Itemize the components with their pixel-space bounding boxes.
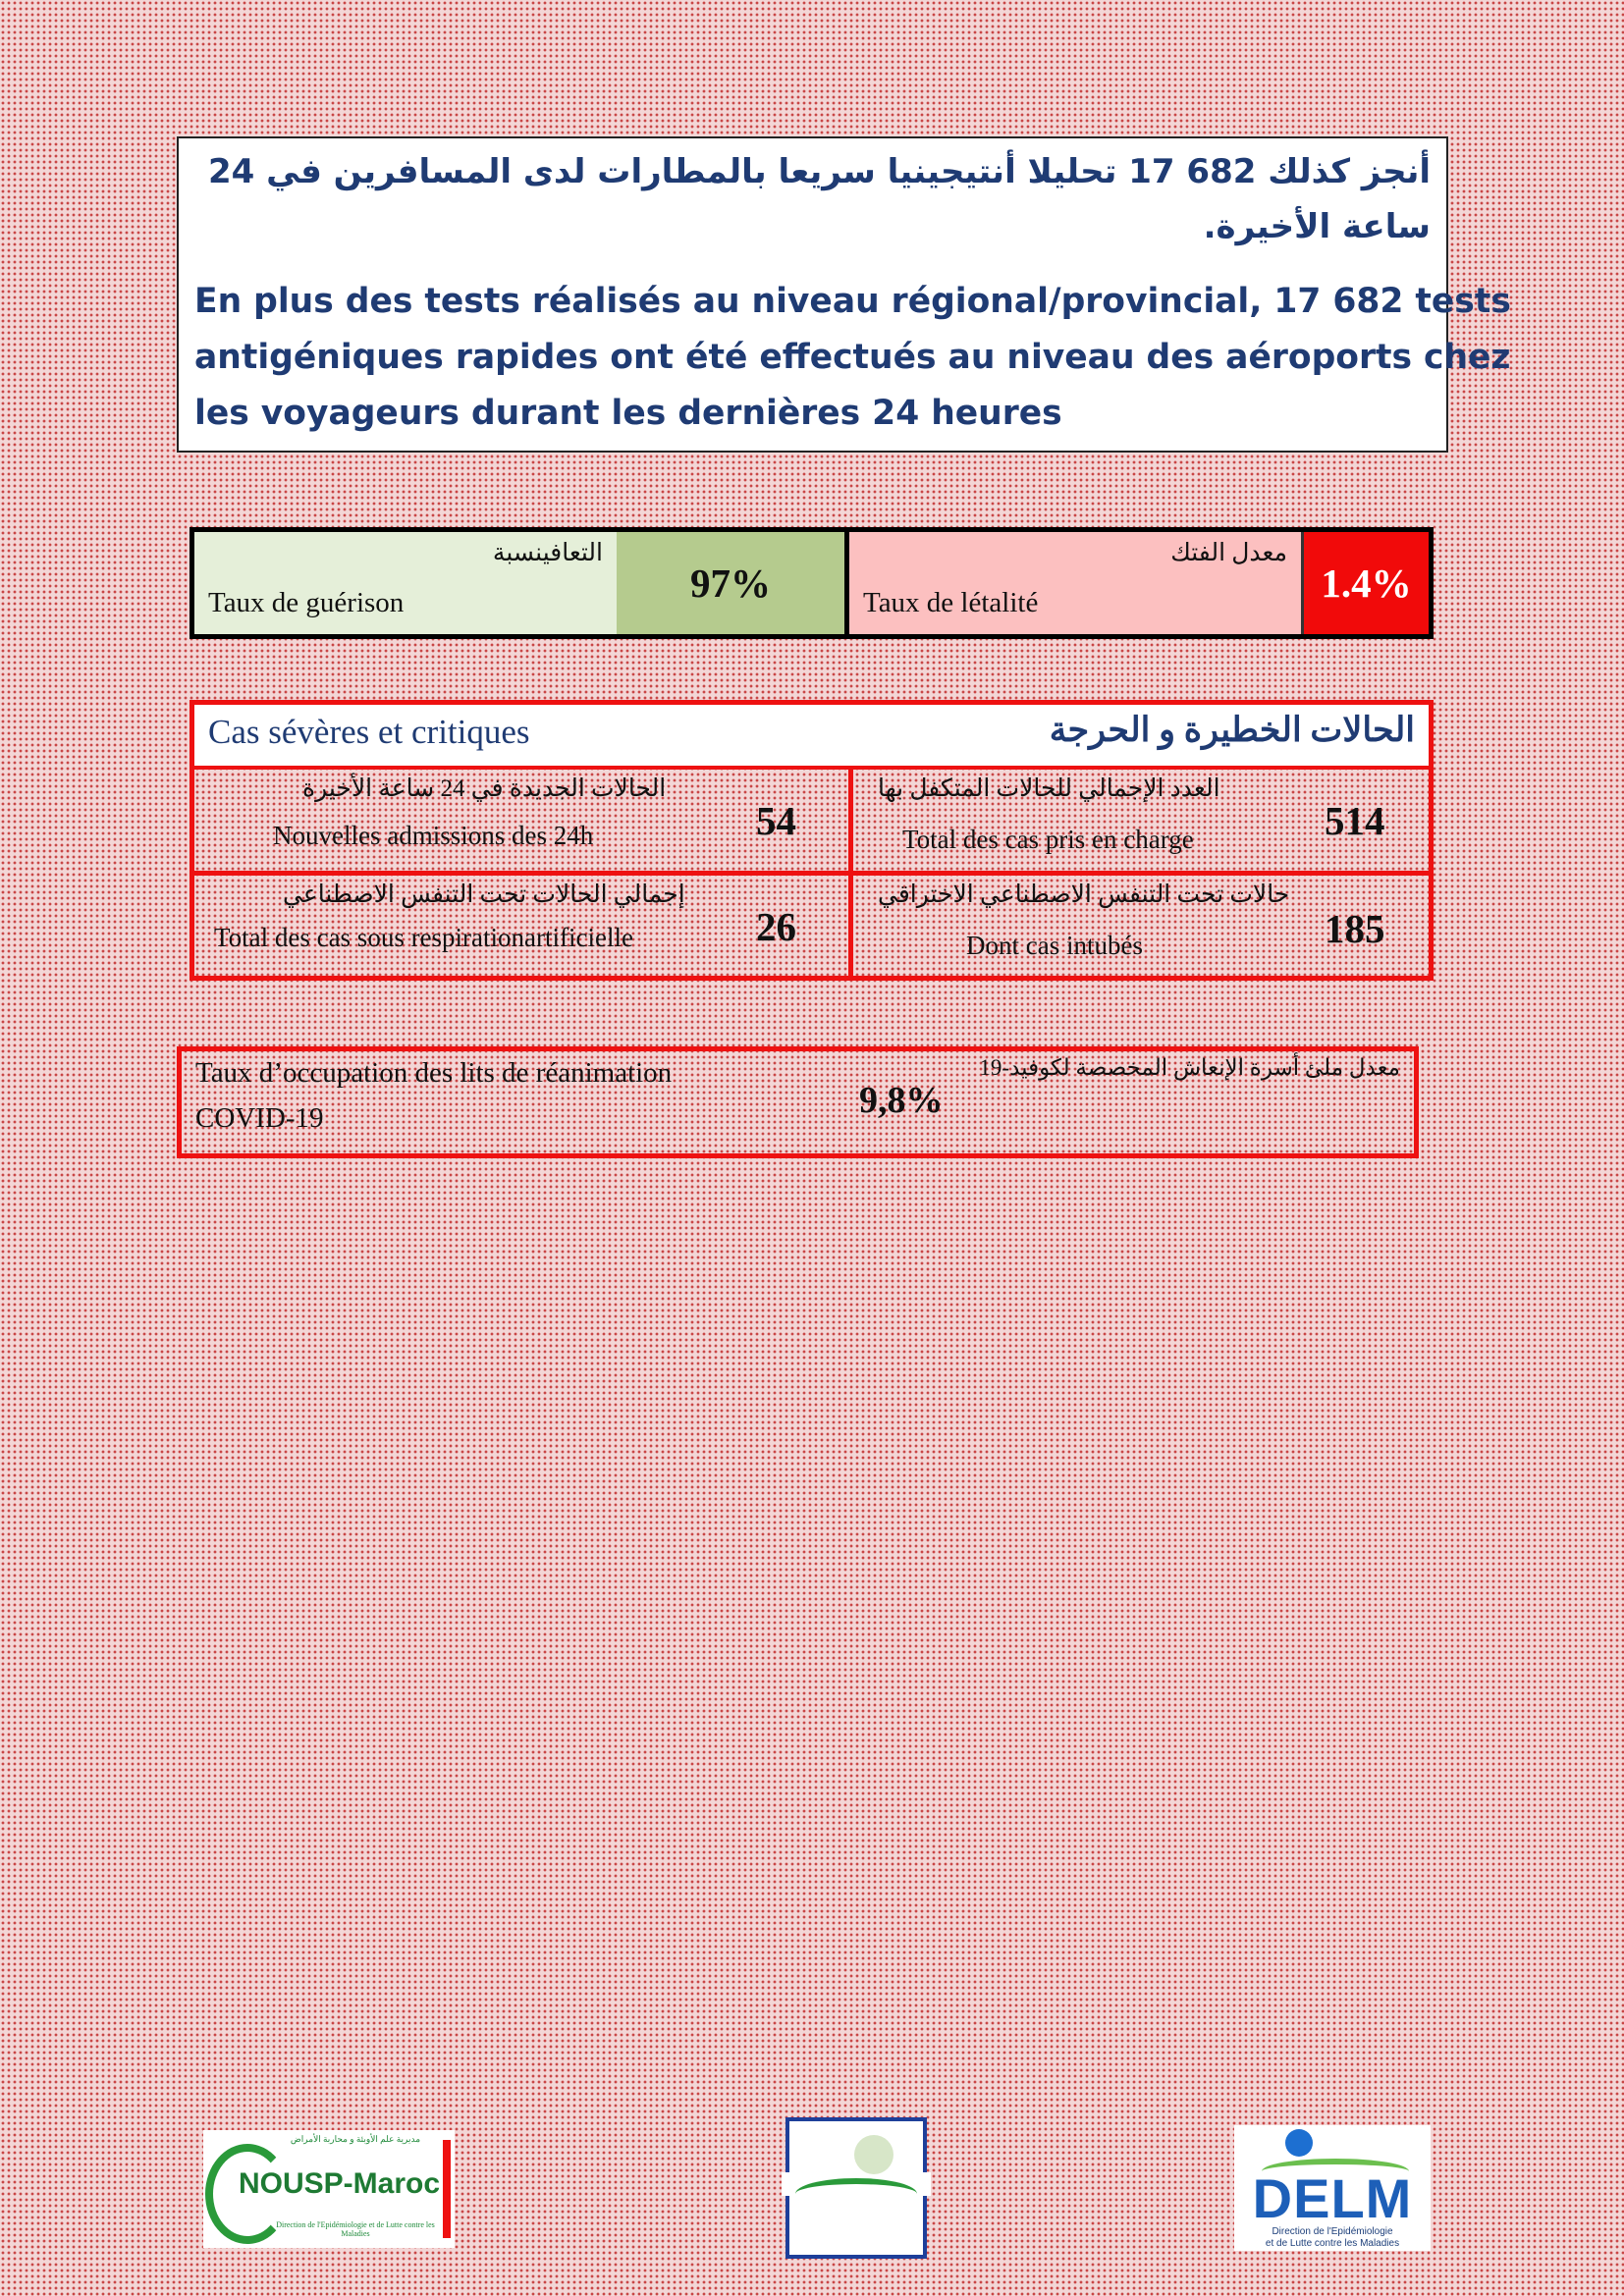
recovery-rate-value: 97% [690,561,771,606]
total-cases-cell [853,770,1429,871]
new-admissions-value: 54 [756,798,796,843]
delm-logo-dot-icon [1285,2129,1313,2157]
emblem-sun-icon [854,2135,893,2174]
recovery-rate-label-ar: التعافينسبة [492,540,603,566]
lethality-rate-value-cell [1304,532,1429,634]
ministry-emblem-logo [785,2117,927,2259]
intro-french-line: les voyageurs durant les dernières 24 heures [194,394,1062,433]
recovery-rate-value-cell [617,532,849,634]
intubated-cases-label-ar: حالات تحت التنفس الاصطناعي الاختراقي [878,881,1290,908]
delm-logo-subtitle-line: et de Lutte contre les Maladies [1265,2238,1400,2249]
lethality-rate-label-fr: Taux de létalité [863,587,1039,618]
intubated-cases-cell [853,876,1429,976]
delm-logo-subtitle [1234,2226,1431,2250]
emblem-wave-icon [795,2178,917,2210]
severe-cases-panel [189,700,1434,981]
lethality-rate-label-cell [849,532,1304,634]
nousp-logo-subtitle: Direction de l'Epidémiologie et de Lutte contre les Maladies [276,2220,435,2238]
delm-logo-subtitle-line: Direction de l'Epidémiologie [1272,2226,1393,2237]
recovery-rate-label-cell [194,532,617,634]
new-admissions-cell [194,770,848,871]
delm-logo [1234,2125,1431,2251]
severe-cases-title-fr: Cas sévères et critiques [208,713,530,751]
new-admissions-label-fr: Nouvelles admissions des 24h [273,821,594,850]
ventilation-cases-cell [194,876,848,976]
delm-logo-name: DELM [1252,2167,1413,2229]
intro-text-box [177,136,1511,453]
icu-occupancy-value: 9,8% [859,1080,944,1121]
severe-cases-title-ar: الحالات الخطيرة و الحرجة [1049,711,1415,749]
nousp-logo-arabic: مديرية علم الأوبئة و محاربة الأمراض [290,2134,421,2144]
total-cases-label-ar: العدد الإجمالي للحالات المتكفل بها [878,775,1220,802]
intubated-cases-label-fr: Dont cas intubés [966,931,1143,960]
nousp-logo-name: NOUSP-Maroc [239,2167,441,2200]
ventilation-cases-value: 26 [756,904,796,949]
severe-cases-header [194,705,1429,770]
intro-french-line: En plus des tests réalisés au niveau régional/provincial, 17 682 tests [194,282,1511,321]
total-cases-label-fr: Total des cas pris en charge [902,825,1194,854]
lethality-rate-value: 1.4% [1321,561,1412,606]
ventilation-cases-label-fr: Total des cas sous respirationartificielle [214,923,633,952]
icu-occupancy-label-fr-line2: COVID-19 [195,1102,324,1134]
icu-occupancy-label-fr: Taux d’occupation des lits de réanimation [195,1057,673,1089]
ventilation-cases-label-ar: إجمالي الحالات تحت التنفس الاصطناعي [283,881,685,908]
total-cases-value: 514 [1325,798,1385,843]
rates-panel [189,527,1434,639]
nousp-logo-bar-icon [443,2140,451,2238]
intro-french-text [194,274,1511,442]
lethality-rate-label-ar: معدل الفتك [1170,540,1287,566]
intubated-cases-value: 185 [1325,906,1385,951]
intro-french-line: antigéniques rapides ont été effectués au niveau des aéroports chez [194,338,1511,377]
intro-arabic-text: أنجز كذلك 682 17 تحليلا أنتيجينيا سريعا بالمطارات لدى المسافرين في 24 ساعة الأخيرة. [208,152,1431,246]
new-admissions-label-ar: الحالات الجديدة في 24 ساعة الأخيرة [302,775,667,802]
recovery-rate-label-fr: Taux de guérison [208,587,405,618]
nousp-logo [203,2130,455,2248]
icu-occupancy-label-ar: معدل ملئ أسرة الإنعاش المخصصة لكوفيد-19 [979,1055,1400,1080]
icu-occupancy-panel [177,1046,1419,1158]
